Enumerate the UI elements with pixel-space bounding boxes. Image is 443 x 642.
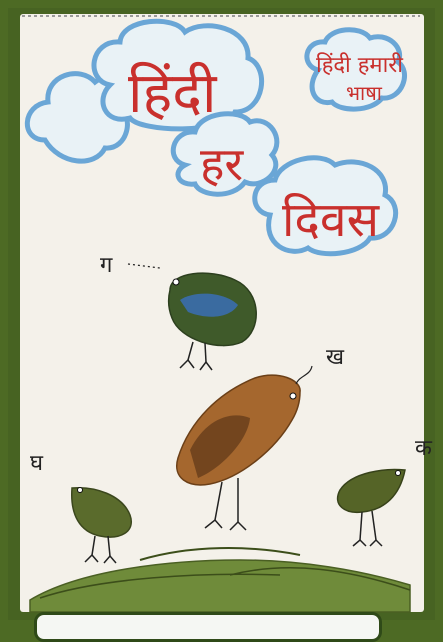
title-line-1: हिंदी bbox=[128, 61, 217, 126]
caption-box bbox=[34, 612, 382, 642]
title-line-3: दिवस bbox=[282, 192, 380, 248]
letter-gha: घ bbox=[30, 451, 44, 476]
leaf-bird-ka bbox=[338, 436, 433, 546]
letter-ga: ग bbox=[100, 253, 113, 278]
leaf-bird-kha bbox=[177, 345, 345, 530]
slogan-line-1: हिंदी हमारी bbox=[316, 53, 403, 78]
ground-leaves bbox=[30, 548, 410, 612]
leaf-bird-ga bbox=[100, 253, 256, 370]
slogan-line-2: भाषा bbox=[346, 81, 382, 105]
letter-ka: क bbox=[415, 436, 432, 461]
letter-kha: ख bbox=[326, 345, 344, 370]
title-line-2: हर bbox=[200, 137, 244, 191]
leaf-bird-gha bbox=[30, 451, 131, 563]
